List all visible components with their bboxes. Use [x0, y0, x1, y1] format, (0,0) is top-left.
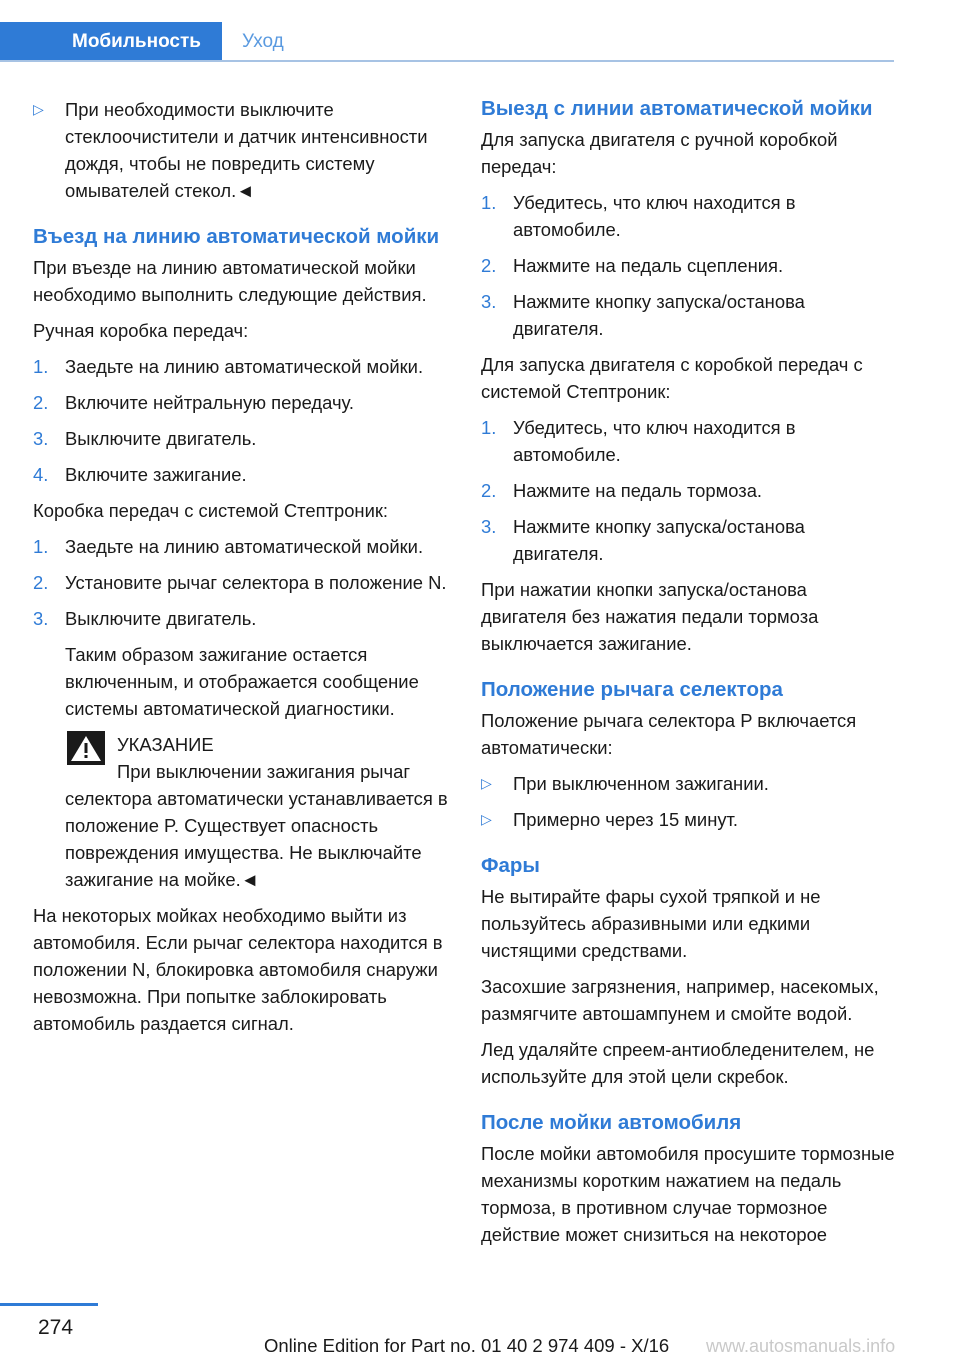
paragraph: Не вытирайте фары сухой тряпкой и не пользуйтесь абразивными или едкими чистящими средствами. [481, 886, 821, 961]
list-item [33, 425, 449, 452]
paragraph: Лед удаляйте спреем-антиобледенителем, не используйте для этой цели скребок. [481, 1039, 875, 1087]
numbered-list-manual-start [481, 189, 897, 342]
list-item [481, 513, 897, 567]
warning-text: селектора автоматически устанавливается в положение P. Существует опасность повреждения имущества. Не выключайте зажигание на мойке.◄ [65, 788, 448, 890]
section-heading-headlights: Фары [481, 854, 540, 877]
section-heading-exit-carwash: Выезд с линии автоматической мойки [481, 97, 873, 120]
warning-triangle-icon [67, 731, 105, 765]
list-item [33, 569, 449, 596]
list-number: 1. [33, 356, 49, 377]
list-text: Выключите двигатель. [65, 608, 257, 629]
triangle-bullet-icon: ▷ [481, 775, 492, 791]
list-number: 3. [33, 428, 49, 449]
warning-text-first-line: При выключении зажигания рычаг [117, 761, 411, 782]
triangle-bullet-icon: ▷ [33, 101, 44, 117]
list-number: 2. [33, 572, 49, 593]
bullet-text: При необходимости выключите стеклоочистители и датчик интенсивности дождя, чтобы не повредить систему омывателей стекол.◄ [65, 99, 428, 201]
list-item [33, 605, 449, 632]
list-text: Нажмите на педаль сцепления. [513, 255, 784, 276]
section-heading-selector-position: Положение рычага селектора [481, 678, 783, 701]
numbered-list-manual [33, 353, 449, 488]
list-item [481, 288, 897, 342]
list-item [33, 389, 449, 416]
section-heading-enter-carwash: Въезд на линию автоматической мойки [33, 225, 440, 248]
paragraph: При въезде на линию автоматической мойки необходимо выполнить следующие действия. [33, 257, 427, 305]
list-number: 3. [33, 608, 49, 629]
section-tab-mobility: Мобильность [0, 22, 222, 62]
list-number: 2. [33, 392, 49, 413]
list-text: Нажмите кнопку запуска/останова двигателя. [513, 516, 805, 564]
paragraph: Для запуска двигателя с ручной коробкой передач: [481, 129, 838, 177]
paragraph: Засохшие загрязнения, например, насекомых, размягчите автошампунем и смойте водой. [481, 976, 879, 1024]
list-item [33, 533, 449, 560]
paragraph: После мойки автомобиля просушите тормозные механизмы коротким нажатием на педаль тормоза, в противном случае тормозное действие может снизиться на некоторое [481, 1143, 895, 1245]
list-number: 2. [481, 480, 497, 501]
list-number: 1. [33, 536, 49, 557]
paragraph-steptronic: Коробка передач с системой Стептроник: [33, 500, 389, 521]
numbered-list-steptronic-start [481, 414, 897, 567]
page-header [0, 22, 894, 62]
bullet-item [481, 806, 897, 833]
numbered-list-steptronic [33, 533, 449, 632]
bullet-item [481, 770, 897, 797]
list-text: Убедитесь, что ключ находится в автомобиле. [513, 417, 796, 465]
paragraph-manual-gearbox: Ручная коробка передач: [33, 320, 249, 341]
footer-rule [0, 1303, 98, 1306]
warning-title: УКАЗАНИЕ [117, 734, 214, 755]
bullet-text: Примерно через 15 минут. [513, 809, 739, 830]
list-number: 3. [481, 516, 497, 537]
list-item [481, 414, 897, 468]
edition-footer: Online Edition for Part no. 01 40 2 974 409 - X/16 [264, 1335, 670, 1356]
list-text: Выключите двигатель. [65, 428, 257, 449]
list-item [33, 353, 449, 380]
list-text: Установите рычаг селектора в положение N. [65, 572, 447, 593]
list-number: 1. [481, 417, 497, 438]
bullet-text: При выключенном зажигании. [513, 773, 769, 794]
list-number: 2. [481, 255, 497, 276]
list-number: 3. [481, 291, 497, 312]
list-number: 1. [481, 192, 497, 213]
list-number: 4. [33, 464, 49, 485]
list-text: Включите зажигание. [65, 464, 247, 485]
list-text: Включите нейтральную передачу. [65, 392, 354, 413]
bullet-item [33, 96, 449, 204]
section-tab-care: Уход [242, 31, 284, 52]
paragraph: При нажатии кнопки запуска/останова двигателя без нажатия педали тормоза выключается зажигание. [481, 579, 819, 654]
list-item [481, 189, 897, 243]
list-text: Заедьте на линию автоматической мойки. [65, 356, 424, 377]
indented-note: Таким образом зажигание остается включенным, и отображается сообщение системы автоматической диагностики. [65, 644, 419, 719]
warning-box [33, 731, 449, 893]
right-column [481, 96, 897, 1257]
list-item [481, 477, 897, 504]
watermark-text: www.autosmanuals.info [706, 1336, 896, 1356]
list-text: Нажмите на педаль тормоза. [513, 480, 763, 501]
list-item [33, 461, 449, 488]
list-text: Убедитесь, что ключ находится в автомобиле. [513, 192, 796, 240]
list-item [481, 252, 897, 279]
paragraph: Для запуска двигателя с коробкой передач с системой Стептроник: [481, 354, 863, 402]
list-text: Нажмите кнопку запуска/останова двигателя. [513, 291, 805, 339]
triangle-bullet-icon: ▷ [481, 811, 492, 827]
paragraph: На некоторых мойках необходимо выйти из автомобиля. Если рычаг селектора находится в положении N, блокировка автомобиля снаружи невозможна. При попытке заблокировать автомобиль раздается сигнал. [33, 905, 443, 1034]
list-text: Заедьте на линию автоматической мойки. [65, 536, 424, 557]
paragraph: Положение рычага селектора P включается автоматически: [481, 710, 857, 758]
section-heading-after-wash: После мойки автомобиля [481, 1111, 742, 1134]
page-number: 274 [38, 1316, 74, 1339]
header-rule [0, 60, 894, 62]
left-column [33, 96, 449, 1046]
